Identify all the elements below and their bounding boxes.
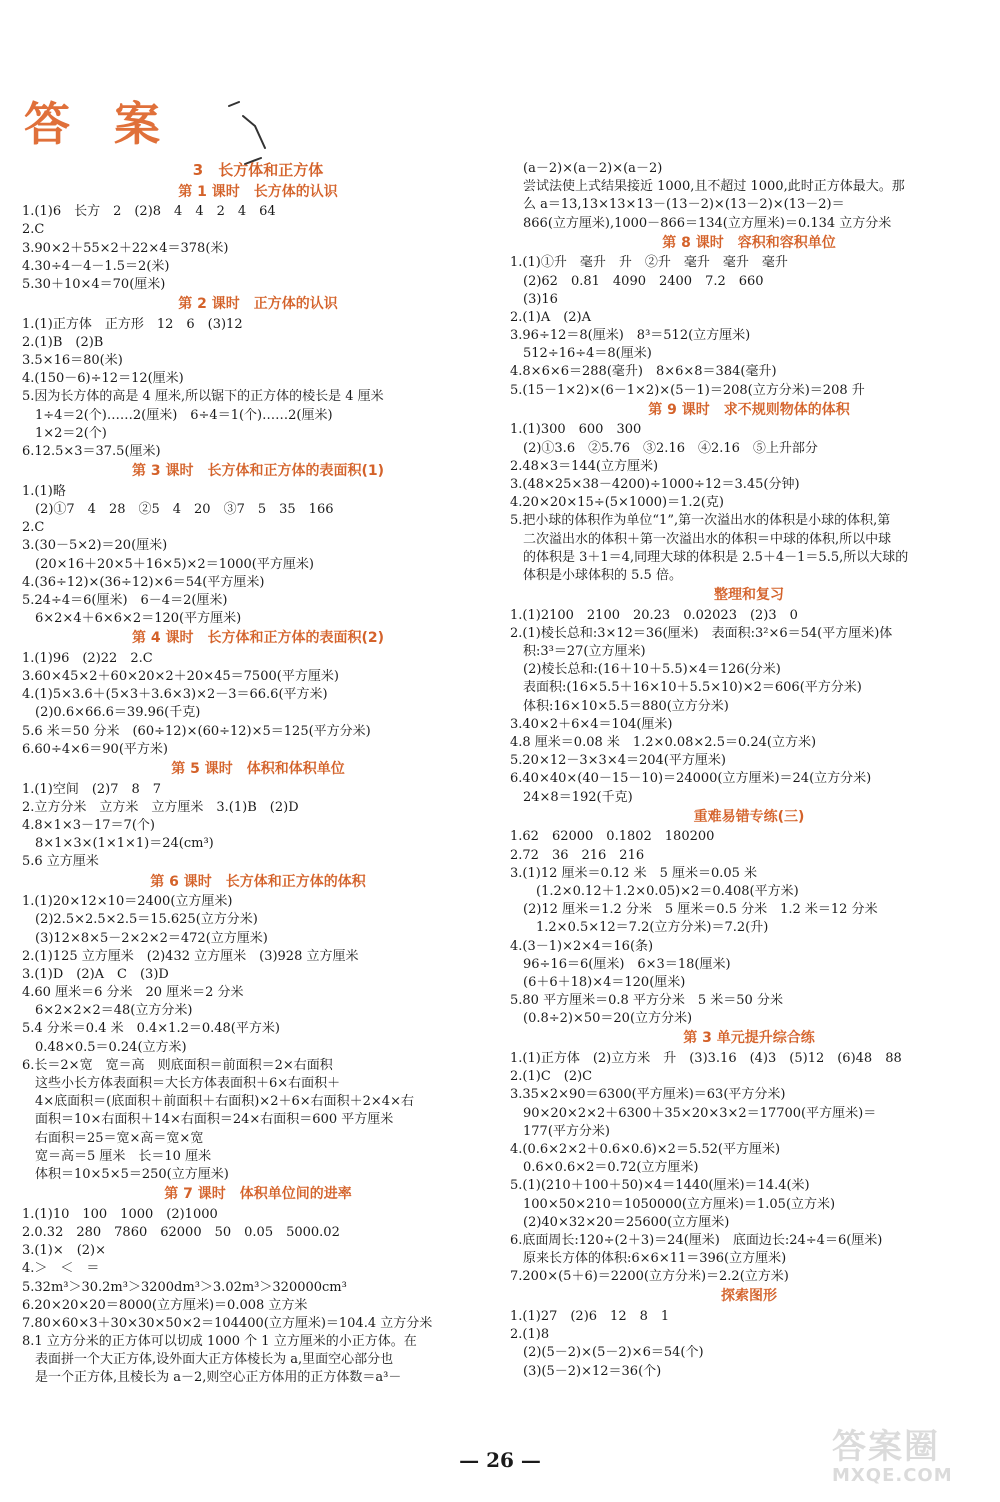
- answer-line: 6×2×2×2＝48(立方分米): [22, 1003, 193, 1019]
- answer-line: 1.(1)6 长方 2 (2)8 4 4 2 4 64: [22, 204, 276, 220]
- answer-line: (2)12 厘米＝1.2 分米 5 厘米＝0.5 分米 1.2 米＝12 分米: [510, 902, 878, 918]
- answer-line: 3.(48×25×38－4200)÷1000÷12＝3.45(分钟): [510, 477, 800, 492]
- answer-line: (2)40×32×20＝25600(立方厘米): [510, 1214, 730, 1230]
- answer-line: 1.(1)27 (2)6 12 8 1: [510, 1309, 670, 1325]
- answer-line: 3.(1)12 厘米＝0.12 米 5 厘米＝0.05 米: [510, 865, 758, 881]
- answer-line: 100×50×210＝1050000(立方厘米)＝1.05(立方米): [510, 1196, 836, 1212]
- answer-line: 5.20×12－3×3×4＝204(平方厘米): [510, 753, 726, 769]
- answer-line: 1.(1)96 (2)22 2.C: [22, 650, 153, 666]
- answer-line: 表面积:(16×5.5＋16×10＋5.5×10)×2＝606(平方分米): [510, 680, 862, 696]
- answer-line: 5.32m³＞30.2m³＞3200dm³＞3.02m³＞320000cm³: [22, 1279, 347, 1295]
- answer-line: 3.(1)× (2)×: [22, 1243, 107, 1259]
- answer-line: 2.(1)A (2)A: [510, 309, 592, 325]
- answer-line: 4.60 厘米＝6 分米 20 厘米＝2 分米: [22, 985, 244, 1001]
- answer-line: 6.60÷4×6＝90(平方米): [22, 741, 168, 757]
- answer-line: 右面积＝25＝宽×高＝宽×宽: [22, 1130, 204, 1146]
- answer-line: 4.(0.6×2×2＋0.6×0.6)×2＝5.52(平方厘米): [510, 1141, 781, 1157]
- answer-line: 866(立方厘米),1000－866＝134(立方厘米)＝0.134 立方分米: [510, 215, 892, 231]
- answer-line: 5.24÷4＝6(厘米) 6－4＝2(厘米): [22, 592, 228, 608]
- answer-line: 5.(15－1×2)×(6－1×2)×(5－1)＝208(立方分米)＝208 升: [510, 382, 865, 398]
- section-heading: 第 9 课时 求不规则物体的体积: [648, 401, 850, 418]
- answer-line: 1.(1)空间 (2)7 8 7: [22, 781, 162, 797]
- answer-line: 表面拼一个大正方体,设外面大正方体棱长为 a,里面空心部分也: [22, 1352, 394, 1368]
- section-heading: 探索图形: [721, 1288, 777, 1305]
- answer-line: (3)(5－2)×12＝36(个): [510, 1363, 662, 1379]
- answer-line: 3.96÷12＝8(厘米) 8³＝512(立方厘米): [510, 328, 751, 344]
- page-title: 答 案: [24, 97, 175, 151]
- answer-line: 3.90×2＋55×2＋22×4＝378(米): [22, 240, 229, 256]
- answer-line: 1.(1)10 100 1000 (2)1000: [22, 1206, 218, 1222]
- answer-line: (20×16＋20×5＋16×5)×2＝1000(平方厘米): [22, 556, 314, 572]
- watermark-url: MXQE.COM: [832, 1465, 953, 1486]
- unit-heading: 3 长方体和正方体: [192, 161, 324, 179]
- watermark-logo-text: 答案圈: [832, 1427, 940, 1467]
- answer-line: 4×底面积＝(底面积＋前面积＋右面积)×2＋6×右面积＋2×4×右: [22, 1094, 414, 1110]
- answer-line: (2)棱长总和:(16＋10＋5.5)×4＝126(分米): [510, 662, 781, 678]
- section-heading: 第 3 单元提升综合练: [683, 1030, 815, 1047]
- answer-line: 1.62 62000 0.1802 180200: [510, 829, 715, 845]
- answer-line: (1.2×0.12＋1.2×0.05)×2＝0.408(平方米): [510, 883, 799, 899]
- section-heading: 第 1 课时 长方体的认识: [178, 183, 338, 200]
- answer-line: 6.40×40×(40－15－10)＝24000(立方厘米)＝24(立方分米): [510, 771, 872, 787]
- answer-line: 8×1×3×(1×1×1)＝24(cm³): [22, 836, 214, 852]
- page-number: — 26 —: [459, 1448, 541, 1472]
- answer-line: 宽＝高＝5 厘米 长＝10 厘米: [22, 1148, 212, 1164]
- answer-line: 么 a＝13,13×13×13－(13－2)×(13－2)×(13－2)＝: [510, 197, 845, 213]
- answer-line: (6＋6＋18)×4＝120(厘米): [510, 974, 686, 990]
- answer-line: 5.80 平方厘米＝0.8 平方分米 5 米＝50 分米: [510, 993, 783, 1009]
- section-heading: 第 7 课时 体积单位间的进率: [164, 1186, 352, 1203]
- answer-line: 面积＝10×右面积＋14×右面积＝24×右面积＝600 平方厘米: [22, 1112, 394, 1128]
- answer-line: (2)0.6×66.6＝39.96(千克): [22, 705, 201, 721]
- answer-line: 0.48×0.5＝0.24(立方米): [22, 1039, 187, 1055]
- answer-line: 6.12.5×3＝37.5(厘米): [22, 444, 161, 460]
- section-heading: 整理和复习: [714, 587, 784, 604]
- answer-line: 这些小长方体表面积＝大长方体表面积＋6×右面积＋: [22, 1076, 341, 1092]
- answer-line: 4.(3－1)×2×4＝16(条): [510, 938, 654, 954]
- section-heading: 第 2 课时 正方体的认识: [178, 296, 338, 313]
- answer-line: 3.35×2×90＝6300(平方厘米)＝63(平方分米): [510, 1087, 786, 1103]
- answer-line: (3)12×8×5－2×2×2＝472(立方厘米): [22, 930, 268, 946]
- answer-line: (2)①3.6 ②5.76 ③2.16 ④2.16 ⑤上升部分: [510, 440, 818, 456]
- answer-line: 体积是小球体积的 5.5 倍。: [510, 567, 682, 583]
- answer-line: 2.(1)125 立方厘米 (2)432 立方厘米 (3)928 立方厘米: [22, 948, 359, 964]
- answer-line: 96÷16＝6(厘米) 6×3＝18(厘米): [510, 956, 731, 972]
- section-heading: 第 6 课时 长方体和正方体的体积: [150, 873, 366, 890]
- answer-line: 6×2×4＋6×6×2＝120(平方厘米): [22, 611, 242, 627]
- answer-line: 0.6×0.6×2＝0.72(立方厘米): [510, 1160, 699, 1176]
- answer-column-right: [510, 160, 988, 1381]
- answer-line: 是一个正方体,且棱长为 a－2,则空心正方体用的正方体数＝a³－: [22, 1370, 402, 1386]
- answer-line: 原来长方体的体积:6×6×11＝396(立方厘米): [510, 1251, 787, 1267]
- answer-line: 4.(150－6)÷12＝12(厘米): [22, 371, 184, 387]
- answer-line: 5.因为长方体的高是 4 厘米,所以锯下的正方体的棱长是 4 厘米: [22, 389, 384, 405]
- answer-line: 体积:16×10×5.5＝880(立方分米): [510, 698, 729, 714]
- answer-line: 4.8×1×3－17＝7(个): [22, 818, 155, 833]
- answer-line: 1.(1)①升 毫升 升 ②升 毫升 毫升 毫升: [510, 255, 788, 271]
- answer-line: 5.30＋10×4＝70(厘米): [22, 276, 166, 292]
- answer-line: (2)62 0.81 4090 2400 7.2 660: [510, 273, 764, 289]
- answer-line: 2.0.32 280 7860 62000 50 0.05 5000.02: [22, 1224, 340, 1240]
- answer-line: (3)16: [510, 291, 558, 307]
- answer-line: 6.长＝2×宽 宽＝高 则底面积＝前面积＝2×右面积: [22, 1057, 333, 1073]
- answer-line: 1.(1)2100 2100 20.23 0.02023 (2)3 0: [510, 607, 798, 623]
- answer-line: (2)2.5×2.5×2.5＝15.625(立方分米): [22, 912, 258, 928]
- answer-line: (2)(5－2)×(5－2)×6＝54(个): [510, 1345, 704, 1361]
- pen-scribble-decoration: [225, 98, 285, 168]
- answer-line: 4.20×20×15÷(5×1000)＝1.2(克): [510, 495, 724, 511]
- section-heading: 第 3 课时 长方体和正方体的表面积(1): [131, 463, 385, 480]
- answer-line: 尝试法使上式结果接近 1000,且不超过 1000,此时正方体最大。那: [510, 179, 905, 195]
- answer-line: 4.(1)5×3.6＋(5×3＋3.6×3)×2－3＝66.6(平方米): [22, 687, 328, 703]
- answer-line: 2.(1)C (2)C: [510, 1069, 593, 1085]
- answer-line: 3.5×16＝80(米): [22, 353, 123, 369]
- answer-line: 4.30÷4－4－1.5＝2(米): [22, 258, 170, 274]
- answer-line: 二次溢出水的体积＋第一次溢出水的体积＝中球的体积,所以中球: [510, 531, 892, 547]
- answer-line: 90×20×2×2＋6300＋35×20×3×2＝17700(平方厘米)＝: [510, 1105, 877, 1121]
- answer-line: 5.4 分米＝0.4 米 0.4×1.2＝0.48(平方米): [22, 1021, 280, 1037]
- answer-line: 6.20×20×20＝8000(立方厘米)＝0.008 立方米: [22, 1297, 308, 1313]
- answer-line: 2.48×3＝144(立方厘米): [510, 458, 659, 474]
- answer-line: 3.(1)D (2)A C (3)D: [22, 966, 169, 982]
- answer-line: 的体积是 3＋1＝4,同理大球的体积是 2.5＋4－1＝5.5,所以大球的: [510, 549, 909, 565]
- answer-line: 2.C: [22, 520, 45, 536]
- answer-line: 3.40×2＋6×4＝104(厘米): [510, 716, 673, 732]
- answer-line: (a－2)×(a－2)×(a－2): [510, 161, 663, 176]
- section-heading: 第 8 课时 容积和容积单位: [662, 234, 836, 251]
- answer-line: 2.(1)B (2)B: [22, 334, 104, 350]
- answer-line: 3.(30－5×2)＝20(厘米): [22, 538, 168, 554]
- answer-line: 6.底面周长:120÷(2＋3)＝24(厘米) 底面边长:24÷4＝6(厘米): [510, 1232, 883, 1248]
- answer-line: 积:3³＝27(立方厘米): [510, 644, 646, 660]
- answer-line: 4.8×6×6＝288(毫升) 8×6×8＝384(毫升): [510, 364, 777, 380]
- answer-line: 4.＞ ＜ ＝: [22, 1261, 100, 1277]
- section-heading: 第 4 课时 长方体和正方体的表面积(2): [131, 630, 385, 647]
- answer-line: 8.1 立方分米的正方体可以切成 1000 个 1 立方厘米的小正方体。在: [22, 1334, 417, 1350]
- answer-line: (0.8÷2)×50＝20(立方分米): [510, 1011, 693, 1027]
- answer-line: 4.8 厘米＝0.08 米 1.2×0.08×2.5＝0.24(立方米): [510, 735, 817, 751]
- answer-line: 1×2＝2(个): [22, 425, 107, 441]
- answer-column-left: [22, 160, 494, 1388]
- answer-line: 体积＝10×5×5＝250(立方厘米): [22, 1166, 229, 1182]
- answer-line: 7.80×60×3＋30×30×50×2＝104400(立方厘米)＝104.4 立方分米: [22, 1315, 433, 1331]
- answer-line: (2)①7 4 28 ②5 4 20 ③7 5 35 166: [22, 502, 334, 517]
- answer-line: 7.200×(5＋6)＝2200(立方分米)＝2.2(立方米): [510, 1269, 789, 1285]
- answer-line: 2.72 36 216 216: [510, 847, 645, 863]
- answer-line: 1.(1)正方体 正方形 12 6 (3)12: [22, 316, 243, 332]
- answer-line: 5.6 米＝50 分米 (60÷12)×(60÷12)×5＝125(平方分米): [22, 723, 371, 739]
- answer-line: 5.(1)(210＋100＋50)×4＝1440(厘米)＝14.4(米): [510, 1178, 810, 1194]
- watermark: [832, 1428, 982, 1488]
- answer-line: 1.(1)300 600 300: [510, 422, 642, 438]
- answer-line: 512÷16÷4＝8(厘米): [510, 346, 652, 362]
- answer-line: 2.(1)棱长总和:3×12＝36(厘米) 表面积:3²×6＝54(平方厘米)体: [510, 625, 893, 641]
- answer-line: 1.(1)略: [22, 483, 66, 499]
- section-heading: 重难易错专练(三): [693, 808, 805, 825]
- answer-line: 1.2×0.5×12＝7.2(立方分米)＝7.2(升): [510, 920, 769, 936]
- answer-line: 1.(1)正方体 (2)立方米 升 (3)3.16 (4)3 (5)12 (6)48 88: [510, 1051, 902, 1067]
- answer-line: 2.(1)8: [510, 1327, 550, 1343]
- section-heading: 第 5 课时 体积和体积单位: [171, 761, 345, 778]
- answer-line: 1.(1)20×12×10＝2400(立方厘米): [22, 894, 233, 910]
- answer-line: 4.(36÷12)×(36÷12)×6＝54(平方厘米): [22, 574, 265, 590]
- answer-line: 2.立方分米 立方米 立方厘米 3.(1)B (2)D: [22, 799, 299, 815]
- answer-line: 5.把小球的体积作为单位“1”,第一次溢出水的体积是小球的体积,第: [510, 513, 891, 529]
- answer-line: 177(平方分米): [510, 1123, 610, 1139]
- answer-line: 1÷4＝2(个)……2(厘米) 6÷4＝1(个)……2(厘米): [22, 407, 333, 423]
- answer-line: 2.C: [22, 222, 45, 238]
- answer-line: 24×8＝192(千克): [510, 789, 633, 805]
- answer-line: 5.6 立方厘米: [22, 854, 99, 870]
- answer-line: 3.60×45×2＋60×20×2＋20×45＝7500(平方厘米): [22, 669, 339, 685]
